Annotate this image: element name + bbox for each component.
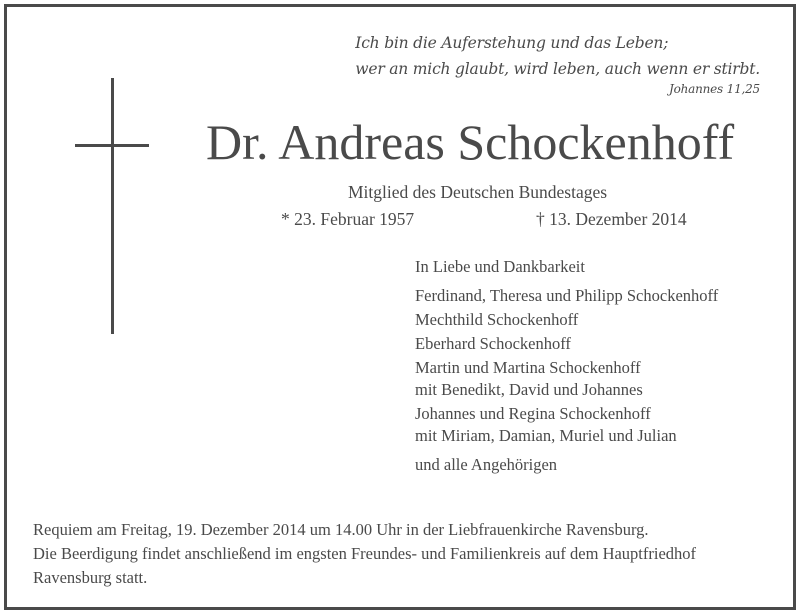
- deceased-role: Mitglied des Deutschen Bundestages: [348, 182, 608, 202]
- funeral-details: [33, 518, 696, 590]
- mourners-list: [415, 256, 718, 476]
- mourner-name: Ferdinand, Theresa und Philipp Schockenhoff: [415, 286, 719, 305]
- mourner-group: [415, 357, 718, 401]
- burial-info-cont: Ravensburg statt.: [33, 568, 148, 587]
- mourner-children: mit Benedikt, David und Johannes: [415, 380, 643, 399]
- deceased-name: Dr. Andreas Schockenhoff: [206, 114, 735, 170]
- mourner-name: Martin und Martina Schockenhoff: [415, 358, 641, 377]
- burial-info: Die Beerdigung findet anschließend im engsten Freundes- und Familienkreis auf dem Hauptfriedhof: [33, 544, 697, 563]
- mourner-name: Eberhard Schockenhoff: [415, 334, 571, 353]
- mourner-children: mit Miriam, Damian, Muriel und Julian: [415, 426, 677, 445]
- mourners-intro: In Liebe und Dankbarkeit: [415, 257, 585, 276]
- death-date: † 13. Dezember 2014: [536, 209, 687, 229]
- mourner-group: [415, 403, 718, 447]
- birth-date: * 23. Februar 1957: [281, 209, 415, 229]
- mourner-group: [415, 309, 718, 331]
- requiem-info: Requiem am Freitag, 19. Dezember 2014 um 14.00 Uhr in der Liebfrauenkirche Ravensburg.: [33, 520, 649, 539]
- verse-reference: Johannes 11,25: [668, 82, 760, 96]
- mourner-name: Johannes und Regina Schockenhoff: [415, 404, 651, 423]
- cross-icon-horizontal: [75, 144, 149, 147]
- verse-line: wer an mich glaubt, wird leben, auch wenn er stirbt.: [355, 60, 760, 78]
- mourner-group: [415, 333, 718, 355]
- bible-verse: [355, 30, 760, 98]
- mourner-group: [415, 285, 718, 307]
- verse-line: Ich bin die Auferstehung und das Leben;: [355, 34, 669, 52]
- cross-icon-vertical: [111, 78, 114, 334]
- mourner-name: Mechthild Schockenhoff: [415, 310, 579, 329]
- mourners-closing: und alle Angehörigen: [415, 455, 558, 474]
